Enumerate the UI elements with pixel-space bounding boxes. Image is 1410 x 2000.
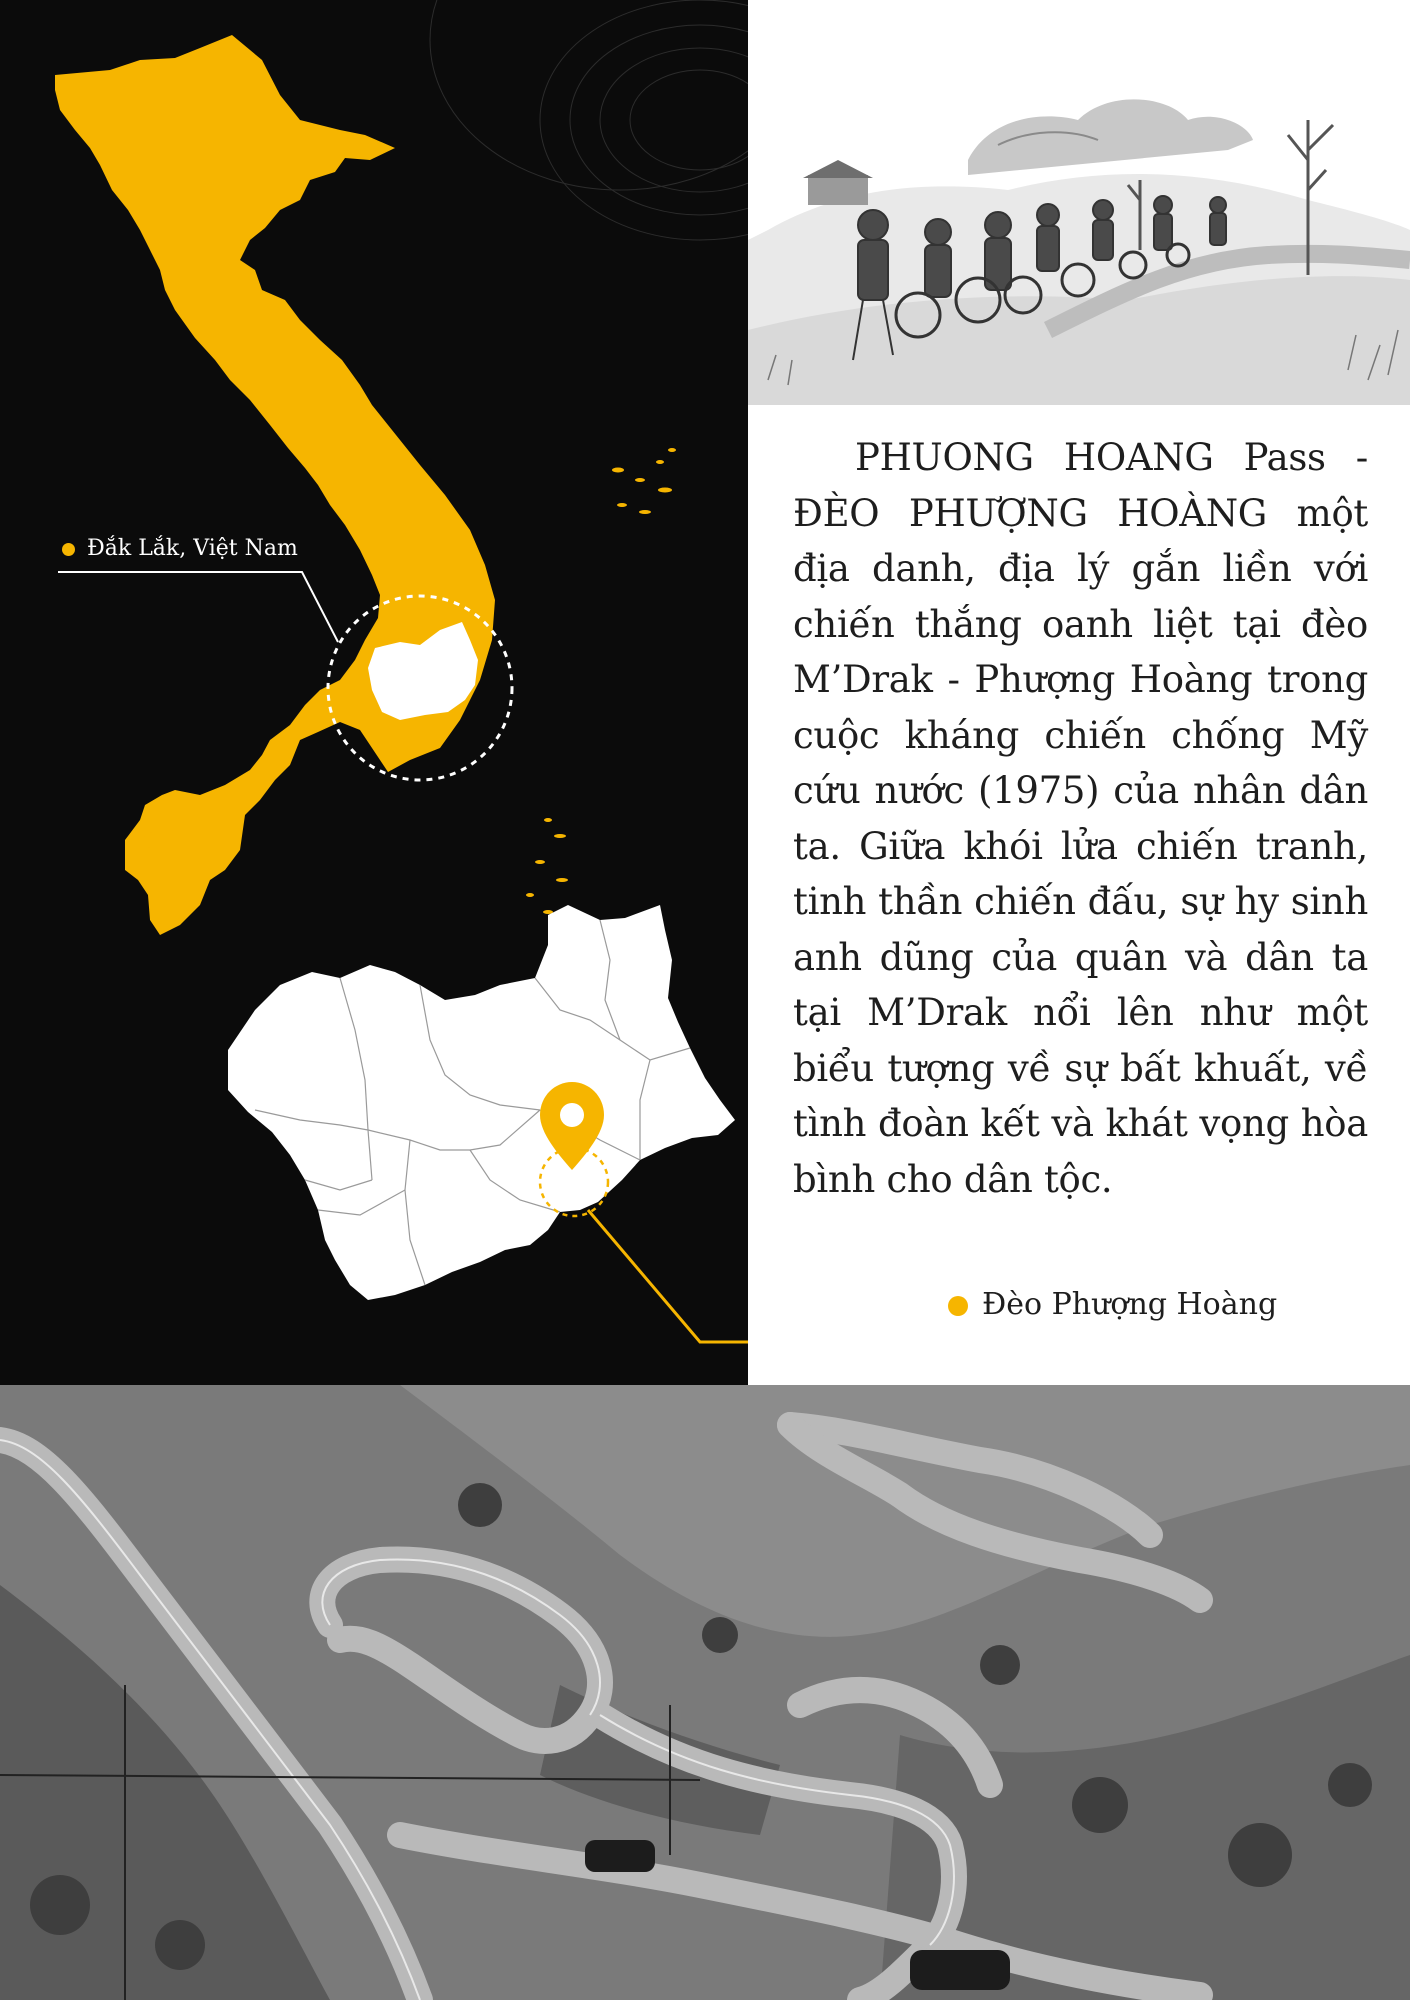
daklak-province-map [228, 905, 735, 1300]
pass-label [948, 1287, 1277, 1322]
pass-label-text: Đèo Phượng Hoàng [982, 1287, 1278, 1322]
article-body: PHUONG HOANG Pass - ĐÈO PHƯỢNG HOÀNG một địa danh, địa lý gắn liền với chiến thắng oanh liệt tại đèo M’Drak - Phượng Hoàng trong cuộc kháng chiến chống Mỹ cứu nước (1975) của nhân dân ta. Giữa khói lửa chiến tranh, tinh thần chiến đấu, sự hy sinh anh dũng của quân và dân ta tại M’Drak nổi lên như một biểu tượng về sự bất khuất, về tình đoàn kết và khát vọng hòa bình cho dân tộc. [793, 436, 1368, 1201]
pass-dot-icon [948, 1296, 968, 1316]
soldiers-sketch-illustration [748, 0, 1410, 405]
mountain-pass-photo [0, 1385, 1410, 2000]
vietnam-shape [55, 35, 495, 935]
pass-leader-line [588, 1210, 748, 1342]
contour-lines [430, 0, 748, 240]
daklak-dot-icon [62, 543, 75, 556]
map-panel [0, 0, 748, 1385]
daklak-label [62, 536, 298, 561]
daklak-leader-line [58, 572, 338, 642]
vietnam-map [0, 0, 748, 1385]
daklak-label-text: Đắk Lắk, Việt Nam [87, 536, 298, 561]
article-panel [748, 0, 1410, 1385]
